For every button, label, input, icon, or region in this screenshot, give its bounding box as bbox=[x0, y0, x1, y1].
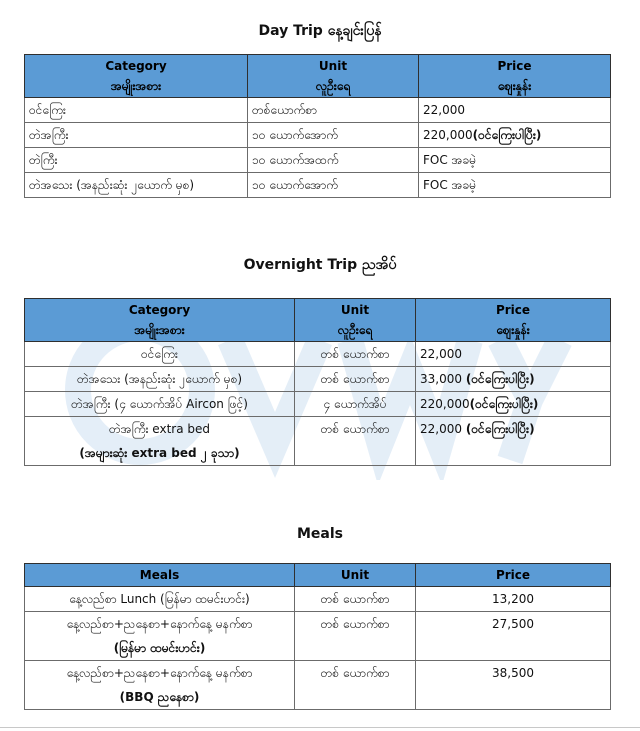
header-category: Category အမျိုးအစား bbox=[25, 55, 248, 98]
table-header-row bbox=[25, 55, 611, 98]
category-cell: တဲအသေး (အနည်းဆုံး ၂ယောက် မှစ) bbox=[25, 367, 295, 392]
price-cell: FOC အခမဲ့ bbox=[419, 148, 611, 173]
table-header-row bbox=[25, 564, 611, 587]
meal-cell: နေ့လည်စာ+ညနေစာ+နောက်နေ့ မနက်စာ (မြန်မာ ထမင်းဟင်း) bbox=[25, 612, 295, 661]
table-row bbox=[25, 417, 611, 466]
category-cell: တဲအကြီး (၄ ယောက်အိပ် Aircon ဖြင့်) bbox=[25, 392, 295, 417]
table-row bbox=[25, 148, 611, 173]
category-cell: တဲအကြီး extra bed (အများဆုံး extra bed ၂ ခုသာ) bbox=[25, 417, 295, 466]
day-trip-table bbox=[24, 54, 611, 198]
table-row bbox=[25, 123, 611, 148]
price-cell: 220,000(ဝင်ကြေးပါပြီး) bbox=[416, 392, 611, 417]
price-cell: FOC အခမဲ့ bbox=[419, 173, 611, 198]
price-cell: 13,200 bbox=[416, 587, 611, 612]
price-cell: 220,000(ဝင်ကြေးပါပြီး) bbox=[419, 123, 611, 148]
price-cell: 22,000 bbox=[416, 342, 611, 367]
table-row bbox=[25, 342, 611, 367]
header-unit: Unit လူဦးရေ bbox=[295, 299, 416, 342]
meal-cell: နေ့လည်စာ+ညနေစာ+နောက်နေ့ မနက်စာ (BBQ ညနေစာ) bbox=[25, 661, 295, 710]
table-row bbox=[25, 392, 611, 417]
unit-cell: တစ် ယောက်စာ bbox=[295, 417, 416, 466]
unit-cell: ၁၀ ယောက်အထက် bbox=[248, 148, 419, 173]
header-price: Price bbox=[416, 564, 611, 587]
header-unit: Unit လူဦးရေ bbox=[248, 55, 419, 98]
unit-cell: တစ် ယောက်စာ bbox=[295, 367, 416, 392]
category-cell: ဝင်ကြေး bbox=[25, 98, 248, 123]
header-category: Category အမျိုးအစား bbox=[25, 299, 295, 342]
unit-cell: တစ် ယောက်စာ bbox=[295, 612, 416, 661]
meals-title: Meals bbox=[296, 526, 343, 542]
table-header-row bbox=[25, 299, 611, 342]
unit-cell: တစ် ယောက်စာ bbox=[295, 661, 416, 710]
table-row bbox=[25, 612, 611, 661]
day-trip-title: Day Trip နေ့ချင်းပြန် bbox=[258, 23, 382, 39]
header-price: Price ဈေးနှုန်း bbox=[416, 299, 611, 342]
price-cell: 38,500 bbox=[416, 661, 611, 710]
header-meals: Meals bbox=[25, 564, 295, 587]
price-cell: 27,500 bbox=[416, 612, 611, 661]
price-cell: 33,000 (ဝင်ကြေးပါပြီး) bbox=[416, 367, 611, 392]
price-cell: 22,000 (ဝင်ကြေးပါပြီး) bbox=[416, 417, 611, 466]
unit-cell: ၁၀ ယောက်အောက် bbox=[248, 123, 419, 148]
meals-table bbox=[24, 563, 611, 710]
unit-cell: ၄ ယောက်အိပ် bbox=[295, 392, 416, 417]
category-cell: ဝင်ကြေး bbox=[25, 342, 295, 367]
unit-cell: တစ် ယောက်စာ bbox=[295, 587, 416, 612]
category-cell: တဲအသေး (အနည်းဆုံး ၂ယောက် မှစ) bbox=[25, 173, 248, 198]
table-row bbox=[25, 661, 611, 710]
overnight-table bbox=[24, 298, 611, 466]
unit-cell: တစ်ယောက်စာ bbox=[248, 98, 419, 123]
overnight-title: Overnight Trip ညအိပ် bbox=[243, 257, 397, 273]
table-row bbox=[25, 98, 611, 123]
page-divider bbox=[0, 727, 640, 728]
meal-cell: နေ့လည်စာ Lunch (မြန်မာ ထမင်းဟင်း) bbox=[25, 587, 295, 612]
header-unit: Unit bbox=[295, 564, 416, 587]
category-cell: တဲကြီး bbox=[25, 148, 248, 173]
unit-cell: ၁၀ ယောက်အောက် bbox=[248, 173, 419, 198]
table-row bbox=[25, 173, 611, 198]
header-price: Price ဈေးနှုန်း bbox=[419, 55, 611, 98]
price-cell: 22,000 bbox=[419, 98, 611, 123]
table-row bbox=[25, 367, 611, 392]
category-cell: တဲအကြီး bbox=[25, 123, 248, 148]
table-row bbox=[25, 587, 611, 612]
unit-cell: တစ် ယောက်စာ bbox=[295, 342, 416, 367]
